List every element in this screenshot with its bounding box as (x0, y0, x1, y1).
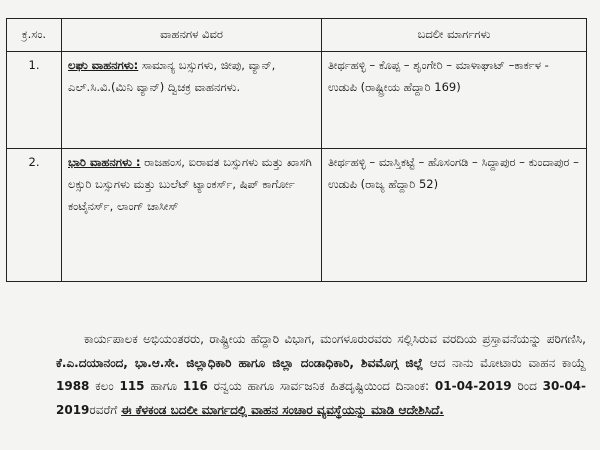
vehicle-category-title: ಭಾರಿ ವಾಹನಗಳು : (68, 155, 141, 169)
header-alternate-routes: ಬದಲೀ ಮಾರ್ಗಗಳು (322, 19, 587, 52)
row-alternate-route: ತೀರ್ಥಹಳ್ಳಿ – ಮಾಸ್ತಿಕಟ್ಟೆ – ಹೊಸಂಗಡಿ – ಸಿದ್ದಾಪುರ – ಕುಂದಾಪುರ – ಉಡುಪಿ (ರಾಜ್ಯ ಹೆದ್ದಾರಿ 52) (322, 149, 587, 282)
alternate-routes-table (6, 18, 587, 282)
section-116: 116 (182, 379, 208, 393)
vehicle-list: ಸಾಮಾನ್ಯ ಬಸ್ಸುಗಳು, ಜೀಪು, ವ್ಯಾನ್, ಎಲ್.ಸಿ.ವಿ.(ಮಿನಿ ವ್ಯಾನ್) ದ್ವಿಚಕ್ರ ವಾಹನಗಳು. (68, 58, 276, 94)
vehicle-category-title: ಲಘು ವಾಹನಗಳು: (68, 58, 139, 72)
end-date: 30-04-2019 (56, 379, 586, 417)
collector-name: ಕೆ.ಎ.ದಯಾನಂದ, ಭಾ.ಆ.ಸೇ. ಜಿಲ್ಲಾಧಿಕಾರಿ ಹಾಗೂ ಜಿಲ್ಲಾ ದಂಡಾಧಿಕಾರಿ, ಶಿವಮೊಗ್ಗ ಜಿಲ್ಲೆ (56, 355, 424, 370)
row-vehicle-details (62, 149, 322, 282)
table-header-row (7, 19, 587, 52)
row-alternate-route: ತೀರ್ಥಹಳ್ಳಿ – ಕೊಪ್ಪ – ಶೃಂಗೇರಿ – ಮಾಳಾಘಾಟ್ –ಕಾರ್ಕಳ - ಉಡುಪಿ (ರಾಷ್ಟ್ರೀಯ ಹೆದ್ದಾರಿ 169) (322, 52, 587, 149)
row-serial-number: 1. (7, 52, 62, 149)
vehicle-list: ರಾಜಹಂಸ, ಐರಾವತ ಬಸ್ಸುಗಳು ಮತ್ತು ಖಾಸಗಿ ಲಕ್ಸುರಿ ಬಸ್ಸುಗಳು ಮತ್ತು ಬುಲೆಟ್ ಟ್ಯಾಂಕರ್ಸ್, ಷಿಪ್ ಕಾರ್ಗೋ ಕಂಟೈನರ್ಸ್, ಲಾಂಗ್ ಚಾಸೀಸ್ (68, 155, 312, 213)
order-conclusion: ಈ ಕೆಳಕಂಡ ಬದಲೀ ಮಾರ್ಗದಲ್ಲಿ ವಾಹನ ಸಂಚಾರ ವ್ಯವಸ್ಥೆಯನ್ನು ಮಾಡಿ ಆದೇಶಿಸಿದೆ. (121, 402, 444, 417)
header-vehicle-details: ವಾಹನಗಳ ವಿವರ (62, 19, 322, 52)
row-serial-number: 2. (7, 149, 62, 282)
order-paragraph: ಕಾರ್ಯಪಾಲಕ ಅಭಿಯಂತರರು, ರಾಷ್ಟ್ರೀಯ ಹೆದ್ದಾರಿ ವಿಭಾಗ, ಮಂಗಳೂರುರವರು ಸಲ್ಲಿಸಿರುವ ವರದಿಯ ಪ್ರಸ್ತಾವನೆಯನ್ನು ಪರಿಗಣಿಸಿ, ಕೆ.ಎ.ದಯಾನಂದ, ಭಾ.ಆ.ಸೇ. ಜಿಲ್ಲಾಧಿಕಾರಿ ಹಾಗೂ ಜಿಲ್ಲಾ ದಂಡಾಧಿಕಾರಿ, ಶಿವಮೊಗ್ಗ ಜಿಲ್ಲೆ ಆದ ನಾನು ಮೋಟಾರು ವಾಹನ ಕಾಯ್ದೆ 1988 ಕಲಂ 115 ಹಾಗೂ 116 ರನ್ವಯ ಹಾಗೂ ಸಾರ್ವಜನಿಕ ಹಿತದೃಷ್ಟಿಯಿಂದ ದಿನಾಂಕ: 01-04-2019 ರಿಂದ 30-04-2019ರವರೆಗೆ ಈ ಕೆಳಕಂಡ ಬದಲೀ ಮಾರ್ಗದಲ್ಲಿ ವಾಹನ ಸಂಚಾರ ವ್ಯವಸ್ಥೆಯನ್ನು ಮಾಡಿ ಆದೇಶಿಸಿದೆ. (56, 332, 586, 417)
table-row (7, 149, 587, 282)
row-vehicle-details (62, 52, 322, 149)
section-115: 115 (119, 379, 145, 393)
table-row (7, 52, 587, 149)
header-serial-number: ಕ್ರ.ಸಂ. (7, 19, 62, 52)
act-year: 1988 (56, 379, 90, 393)
start-date: 01-04-2019 (434, 379, 512, 393)
